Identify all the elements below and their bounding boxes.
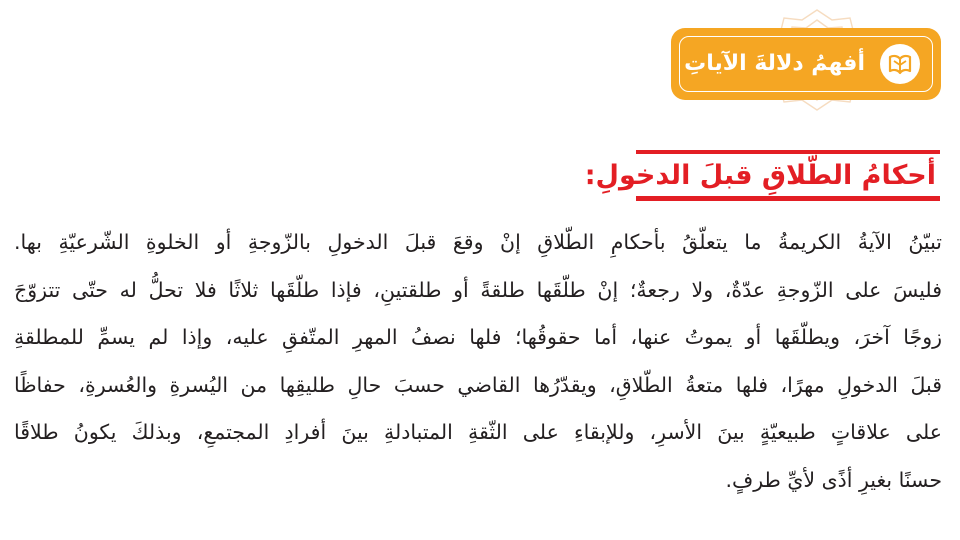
heading-bottom-rule [636,196,940,201]
book-badge [880,44,920,84]
open-book-icon [886,50,914,78]
paragraph-line: تبيّنُ الآيةُ الكريمةُ ما يتعلّقُ بأحكامِ الطّلاقِ إنْ وقعَ قبلَ الدخولِ بالزّوجةِ أو الخلوةِ الشّرعيّةِ بها. [14,230,942,254]
topic-title: أحكامُ الطّلاقِ قبلَ الدخولِ: [584,160,936,191]
paragraph-line: زوجًا آخرَ، ويطلّقَها أو يموتُ عنها، أما حقوقُها؛ فلها نصفُ المهرِ المتّفقِ عليه، وإذا لم يسمِّ للمطلقةِ [14,325,942,349]
body-paragraph [14,222,942,507]
topic-heading [584,150,940,202]
paragraph-line: فليسَ على الزّوجةِ عدّةٌ، ولا رجعةٌ؛ إنْ طلّقَها طلقةً أو طلقتينِ، فإذا طلّقَها ثلاثًا فلا تحلُّ له حتّى تتزوّجَ [14,277,942,302]
section-banner [671,28,941,100]
paragraph-line: على علاقاتٍ طبيعيّةٍ بينَ الأسرِ، وللإبقاءِ على الثّقةِ المتبادلةِ بينَ أفرادِ المجتمعِ، وبذلكَ يكونُ طلاقًا [14,420,942,444]
section-title: أفهمُ دلالةَ الآياتِ [684,51,865,76]
paragraph-line: حسنًا بغيرِ أذًى لأيِّ طرفٍ. [725,467,942,492]
heading-top-rule [636,150,940,154]
paragraph-line: قبلَ الدخولِ مهرًا، فلها متعةُ الطّلاقِ، ويقدّرُها القاضي حسبَ حالِ طليقِها من اليُسرةِ والعُسرةِ، حفاظًا [14,372,942,397]
